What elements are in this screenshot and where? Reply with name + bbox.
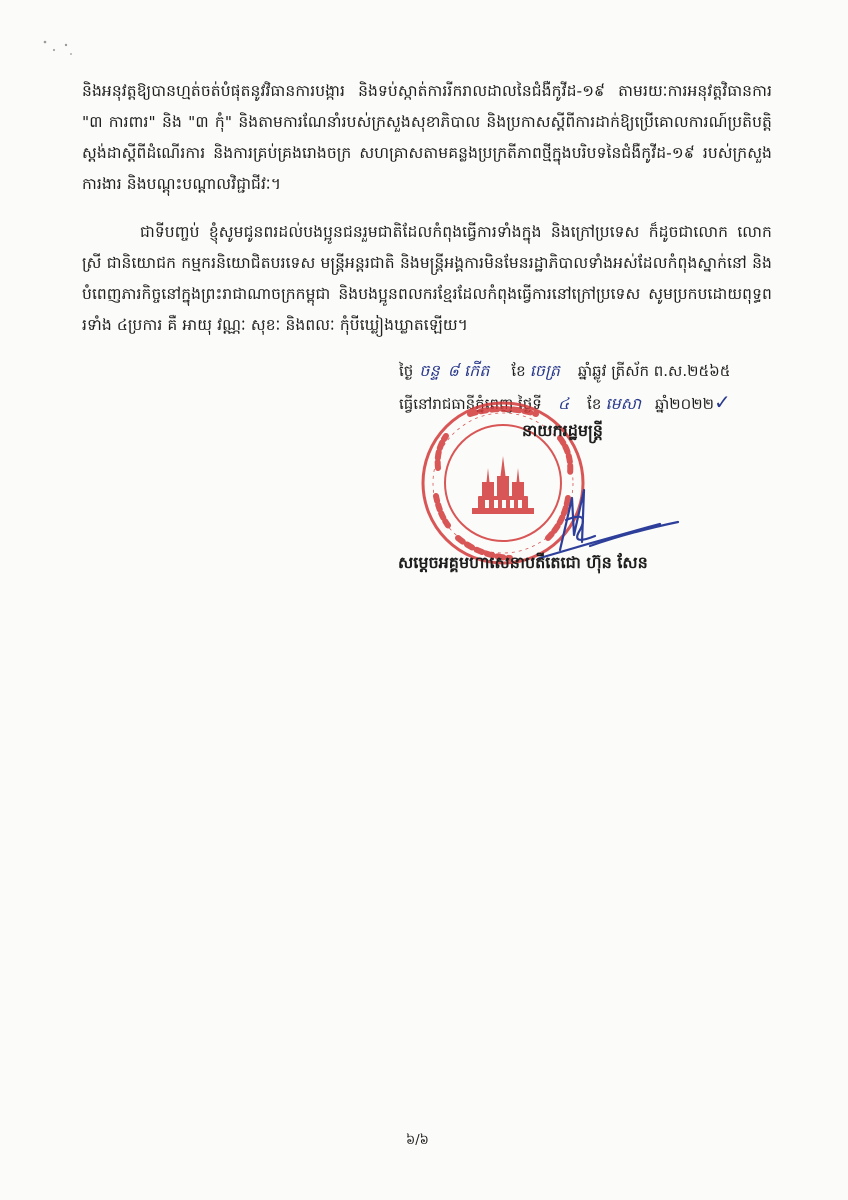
page-number: ៦/៦	[406, 1133, 429, 1148]
body-paragraph-1: និងអនុវត្តឱ្យបានហ្មត់ចត់បំផុតនូវវិធានការបង្ការ និងទប់ស្កាត់ការរីករាលដាលនៃជំងឺកូវីដ-១៩ តាមរយៈការអនុវត្តវិធានការ "៣ ការពារ" និង "៣ កុំ" និងតាមការណែនាំរបស់ក្រសួងសុខាភិបាល និងប្រកាសស្តីពីការដាក់ឱ្យប្រើគោលការណ៍ប្រតិបត្តិស្តង់ដាស្តីពីដំណើរការ និងការគ្រប់គ្រងរោងចក្រ សហគ្រាសតាមគន្លងប្រក្រតីភាពថ្មីក្នុងបរិបទនៃជំងឺកូវីដ-១៩ របស់ក្រសួងការងារ និងបណ្តុះបណ្តាលវិជ្ជាជីវៈ។	[82, 81, 772, 193]
solar-day-value: ៤	[557, 394, 570, 413]
signatory-name: សម្តេចអគ្គមហាសេនាបតីតេជោ ហ៊ុន សែន	[398, 553, 648, 572]
solar-month-value: មេសា	[605, 394, 642, 413]
lunar-day-value: ច​ន្ទ	[419, 361, 440, 380]
solar-month-label: ខែ	[587, 395, 602, 413]
check-mark-icon: ✓	[713, 390, 731, 414]
lunar-waxing-value: ៨ កើត	[447, 361, 490, 380]
lunar-day-label: ថ្ងៃ	[399, 362, 414, 380]
solar-year-text: ឆ្នាំ២០២២	[655, 395, 714, 413]
signatory-title: នាយករដ្ឋមន្ត្រី	[522, 421, 603, 440]
lunar-month-value: ចេត្រ	[529, 361, 560, 380]
scan-artifact-dots	[40, 36, 80, 60]
body-paragraph-2: ជាទីបញ្ចប់ ខ្ញុំសូមជូនពរដល់បងប្អូនជនរួមជាតិដែលកំពុងធ្វើការទាំងក្នុង និងក្រៅប្រទេស ក៏ដូចជាលោក លោកស្រី ជានិយោជក កម្មករនិយោជិតបរទេស មន្ត្រីអន្តរជាតិ និងមន្ត្រីអង្គការមិនមែនរដ្ឋាភិបាលទាំងអស់ដែលកំពុងស្នាក់នៅ និងបំពេញភារកិច្ចនៅក្នុងព្រះរាជាណាចក្រកម្ពុជា និងបងប្អូនពលករខ្មែរដែលកំពុងធ្វើការនៅក្រៅប្រទេស សូមប្រកបដោយពុទ្ធពរទាំង ៤ប្រការ គឺ អាយុ វណ្ណៈ សុខៈ និងពលៈ កុំបីឃ្លៀងឃ្លាតឡើយ។	[82, 222, 772, 334]
lunar-year-text: ឆ្នាំឆ្លូវ ត្រីស័ក ព.ស.២៥៦៥	[577, 362, 731, 380]
lunar-date-line	[399, 360, 730, 384]
lunar-month-label: ខែ	[511, 362, 526, 380]
solar-date-prefix: ធ្វើនៅរាជធានីភ្នំពេញ ថ្ងៃទី	[399, 395, 542, 413]
